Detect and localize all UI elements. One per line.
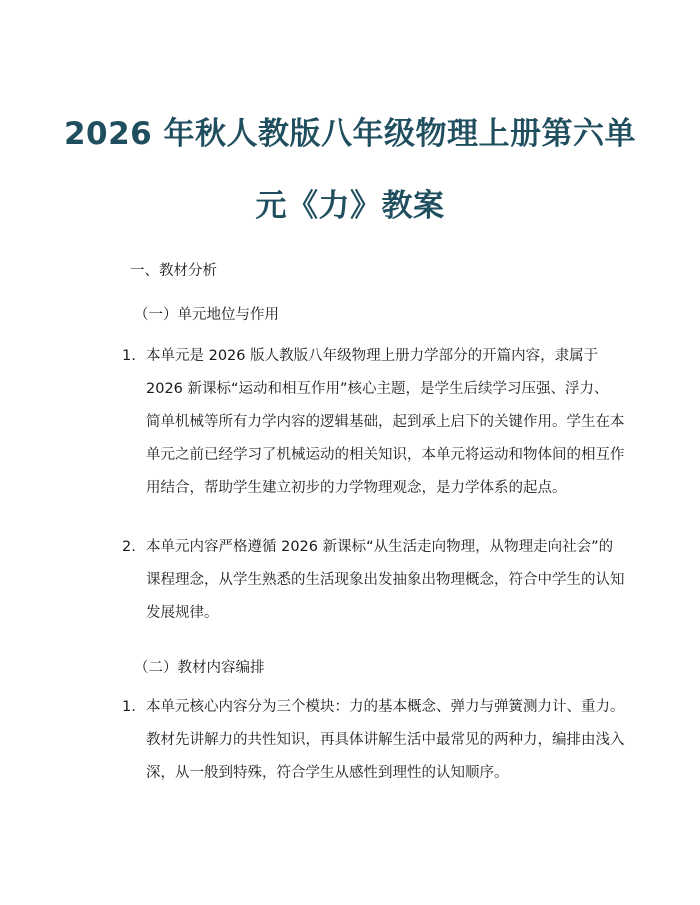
list-item [122,340,625,505]
paragraph-line: 简单机械等所有力学内容的逻辑基础，起到承上启下的关键作用。学生在本 [146,414,625,430]
paragraph-line: 本单元内容严格遵循 2026 新课标“从生活走向物理，从物理走向社会”的 [146,539,614,555]
list-item-number: 1. [122,348,136,364]
paragraph-line: 用结合，帮助学生建立初步的力学物理观念，是力学体系的起点。 [146,480,567,496]
list-item-number: 1. [122,699,136,715]
paragraph-line: 课程理念，从学生熟悉的生活现象出发抽象出物理概念，符合中学生的认知 [146,572,625,588]
paragraph-line: 教材先讲解力的共性知识，再具体讲解生活中最常见的两种力，编排由浅入 [146,732,625,748]
document-title-line-2: 元《力》教案 [255,188,445,224]
list-item [122,531,625,630]
paragraph-line: 本单元核心内容分为三个模块：力的基本概念、弹力与弹簧测力计、重力。 [146,699,625,715]
list-item-number: 2. [122,539,136,555]
paragraph-line: 本单元是 2026 版人教版八年级物理上册力学部分的开篇内容，隶属于 [146,348,599,364]
subsection-heading-content-arrangement: （二）教材内容编排 [134,660,265,676]
document-title-line-1: 2026 年秋人教版八年级物理上册第六单 [63,116,637,152]
paragraph-line: 2026 新课标“运动和相互作用”核心主题，是学生后续学习压强、浮力、 [146,381,609,397]
list-item [122,691,625,790]
paragraph-line: 发展规律。 [146,605,219,621]
paragraph-line: 单元之前已经学习了机械运动的相关知识，本单元将运动和物体间的相互作 [146,447,625,463]
section-heading-textbook-analysis: 一、教材分析 [130,263,217,279]
paragraph-line: 深，从一般到特殊，符合学生从感性到理性的认知顺序。 [146,765,509,781]
subsection-heading-unit-role: （一）单元地位与作用 [134,307,279,323]
